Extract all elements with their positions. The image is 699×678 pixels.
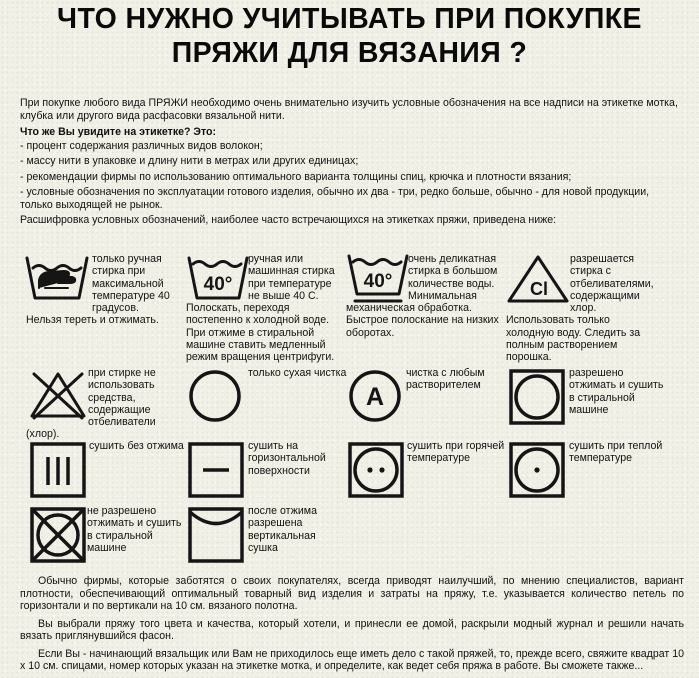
caption-float-spacer [506,253,570,303]
density-paragraph: Обычно фирмы, которые заботятся о своих покупателях, всегда приводят наилучший, по мнению специалистов, вариант плотности, обеспечивающий оптимальный товарный вид изделия и затраты на пряжу, т.е. указывается количество петель по горизонтали и по вертикали на 10 см. вязаного полотна. [20,575,684,612]
caption-float-spacer [26,367,88,427]
hand-wash-caption [26,253,172,327]
caption-text: ручная или машинная стирка при температуре не выше 40 С. Полоскать, переходя постепенно к холодной воде. При отжиме в стиральной машине ставить медленный режим вращения центрифуги. [186,253,335,364]
dry-clean-icon [186,367,244,425]
dry-clean-any-solvent-icon [346,367,404,425]
caption-float-spacer [186,253,248,290]
caption-text: очень деликатная стирка в большом количестве воды. Минимальная механическая обработка. Быстрое полоскание на низких оборотах. [346,253,499,339]
tumble-dry-warm-caption: сушить при теплой температуре [569,440,663,465]
label-subheading: Что же Вы увидите на этикетке? Это: [20,126,217,138]
icon-label: 40° [363,271,393,292]
symbols-intro: Расшифровка условных обозначений, наиболее часто встречающихся на этикетках пряжи, приведена ниже: [20,214,557,226]
tumble-dry-hot-caption: сушить при горячей температуре [407,440,505,465]
drip-dry-caption: сушить без отжима [89,440,184,452]
dry-flat-icon [186,440,246,500]
page-title: ЧТО НУЖНО УЧИТЫВАТЬ ПРИ ПОКУПКЕ ПРЯЖИ ДЛЯ ВЯЗАНИЯ ? [57,3,642,69]
bottom-section [20,575,684,678]
line-dry-icon [186,505,246,565]
dry-clean-any-solvent-caption: чистка с любым растворителем [406,367,485,392]
caption-float-spacer [26,253,92,303]
tumble-dry-hot-icon [346,440,406,500]
icon-label: Cl [530,279,548,299]
caption-float-spacer [346,253,408,290]
no-tumble-dry-caption: не разрешено отжимать и сушить в стиральной машине [87,505,182,554]
line-dry-caption: после отжима разрешена вертикальная сушка [248,505,317,554]
chosen-yarn-paragraph: Вы выбрали пряжу того цвета и качества, который хотели, и принесли ее домой, раскрыли модный журнал и решили начать вязать приглянувшийся фасон. [20,617,684,642]
label-item-fibers: - процент содержания различных видов волокон; [20,139,263,152]
icon-label: A [365,383,385,411]
label-item-mass-length: - массу нити в упаковке и длину нити в метрах или других единицах; [20,155,359,167]
beginner-paragraph: Если Вы - начинающий вязальщик или Вам не приходилось еще иметь дело с такой пряжей, то, прежде всего, свяжите квадрат 10 х 10 см. спицами, номер которых указан на этикетке мотка, и определите, как ведет себя пряжа в работе. Вы сможете также... [20,647,684,672]
tumble-dry-icon [507,367,567,427]
tumble-dry-caption: разрешено отжимать и сушить в стиральной машине [569,367,664,416]
delicate-wash-40-caption [346,253,504,339]
caption-text: при стирке не использовать средства, содержащие отбеливатели (хлор). [26,367,156,441]
intro-section [20,97,684,231]
drip-dry-icon [28,440,88,500]
tumble-dry-warm-icon [507,440,567,500]
machine-wash-40-caption [186,253,338,364]
no-tumble-dry-icon [28,505,88,565]
dry-flat-caption: сушить на горизонтальной поверхности [248,440,326,477]
icon-label: 40° [203,274,233,295]
label-item-recommendations: - рекомендации фирмы по использованию оптимального варианта толщины спиц, крючка и плотности вязания; [20,170,572,183]
chlorine-bleach-caption [506,253,656,364]
no-bleach-caption [26,367,176,441]
caption-text: разрешается стирка с отбеливателями, содержащими хлор. Использовать только холодную воду. Следить за полным растворением порошка. [506,253,654,364]
caption-text: только ручная стирка при максимальной температуре 40 градусов. Нельзя тереть и отжимать. [26,253,170,327]
dry-clean-caption: только сухая чистка [248,367,347,379]
label-item-care-symbols: - условные обозначения по эксплуатации готового изделия, обычно их два - три, редко больше, обычно - для новой продукции, только выходящей не рынок. [20,186,650,211]
intro-paragraph: При покупке любого вида ПРЯЖИ необходимо очень внимательно изучить условные обозначения на все надписи на этикетке мотка, клубка или другого вида расфасовки вязальной нити. [20,97,678,122]
